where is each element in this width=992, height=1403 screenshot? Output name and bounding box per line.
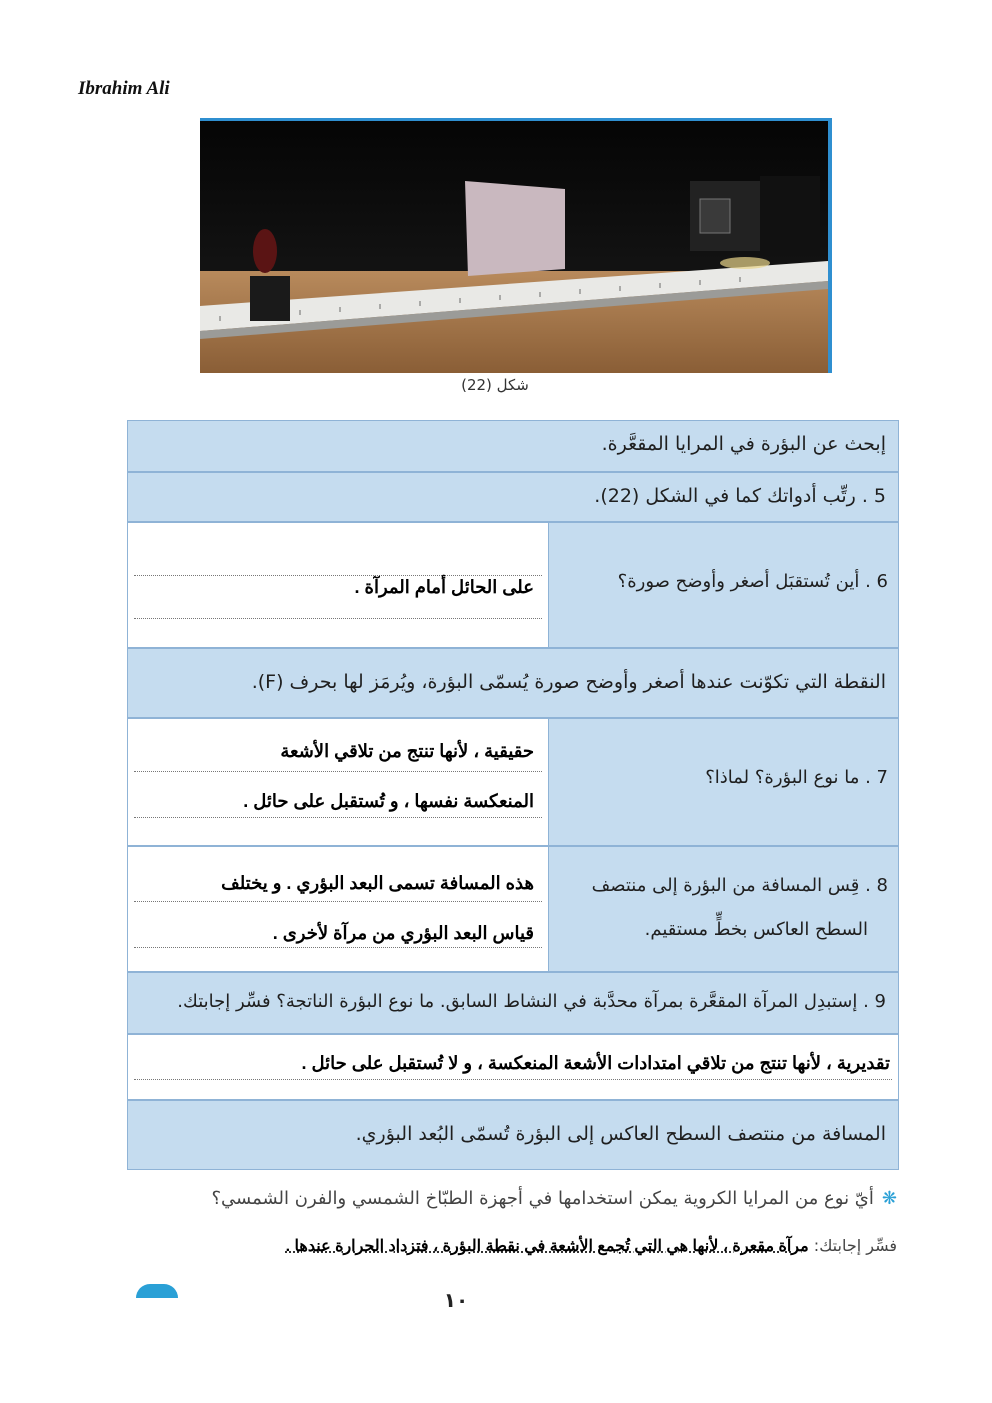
question-8-line2: السطح العاكس بخطٍّ مستقيم.: [644, 919, 868, 940]
question-9: 9 . إستبدِل المرآة المقعَّرة بمرآة محدَّبة في النشاط السابق. ما نوع البؤرة الناتجة؟ فسِّر إجابتك.: [177, 991, 886, 1012]
answer-7-line1: حقيقية ، لأنها تنتج من تلاقي الأشعة: [280, 741, 534, 761]
table-row: [127, 718, 899, 846]
question-cell: [549, 847, 898, 971]
optical-bench-illustration: [200, 121, 828, 373]
question-cell: [549, 523, 898, 647]
question-7: 7 . ما نوع البؤرة؟ لماذا؟: [705, 767, 888, 788]
activity-title: إبحث عن البؤرة في المرايا المقعَّرة.: [601, 433, 886, 455]
table-row: [127, 522, 899, 648]
figure-caption: شكل (22): [461, 376, 529, 394]
answer-8-line2: قياس البعد البؤري من مرآة لأخرى .: [272, 923, 534, 943]
answer-6: على الحائل أمام المرآة .: [354, 577, 534, 597]
figure-photo: [200, 118, 832, 373]
answer-cell: [128, 719, 549, 845]
answer-cell: [128, 847, 549, 971]
star-icon: ❋: [881, 1188, 897, 1209]
info-focal-length: المسافة من منتصف السطح العاكس إلى البؤرة تُسمّى البُعد البؤري.: [355, 1123, 886, 1145]
table-row: [127, 846, 899, 972]
page-tab-decoration: [136, 1284, 178, 1298]
answer-7-line2: المنعكسة نفسها ، و تُستقبل على حائل .: [243, 791, 534, 811]
author-name: Ibrahim Ali: [78, 78, 170, 99]
explain-label: فسِّر إجابتك:: [813, 1236, 897, 1255]
info-focus: النقطة التي تكوّنت عندها أصغر وأوضح صورة يُسمّى البؤرة، ويُرمَز لها بحرف (F).: [251, 671, 886, 693]
bonus-answer: مرآة مقعرة ، لأنها هي التي تُجمع الأشعة في نقطة البؤرة ، فتزداد الحرارة عندها .: [285, 1238, 809, 1255]
page-number: ١٠: [443, 1288, 469, 1312]
table-row: [127, 972, 899, 1034]
answer-9: تقديرية ، لأنها تنتج من تلاقي امتدادات الأشعة المنعكسة ، و لا تُستقبل على حائل .: [301, 1053, 890, 1073]
question-8-line1: 8 . قِس المسافة من البؤرة إلى منتصف: [591, 875, 888, 896]
step-5: 5 . رتِّب أدواتك كما في الشكل (22).: [594, 485, 886, 507]
bonus-question: ❋أيّ نوع من المرايا الكروية يمكن استخدامها في أجهزة الطبّاخ الشمسي والفرن الشمسي؟: [211, 1188, 897, 1209]
bonus-answer-line: [286, 1236, 897, 1256]
table-row: [127, 472, 899, 522]
answer-cell: [128, 523, 549, 647]
question-cell: [549, 719, 898, 845]
question-6: 6 . أين تُستقبَل أصغر وأوضح صورة؟: [617, 571, 888, 592]
table-row: [127, 648, 899, 718]
table-row: [127, 1034, 899, 1100]
table-row: [127, 1100, 899, 1170]
answer-8-line1: هذه المسافة تسمى البعد البؤري . و يختلف: [221, 873, 534, 893]
table-row: [127, 420, 899, 472]
